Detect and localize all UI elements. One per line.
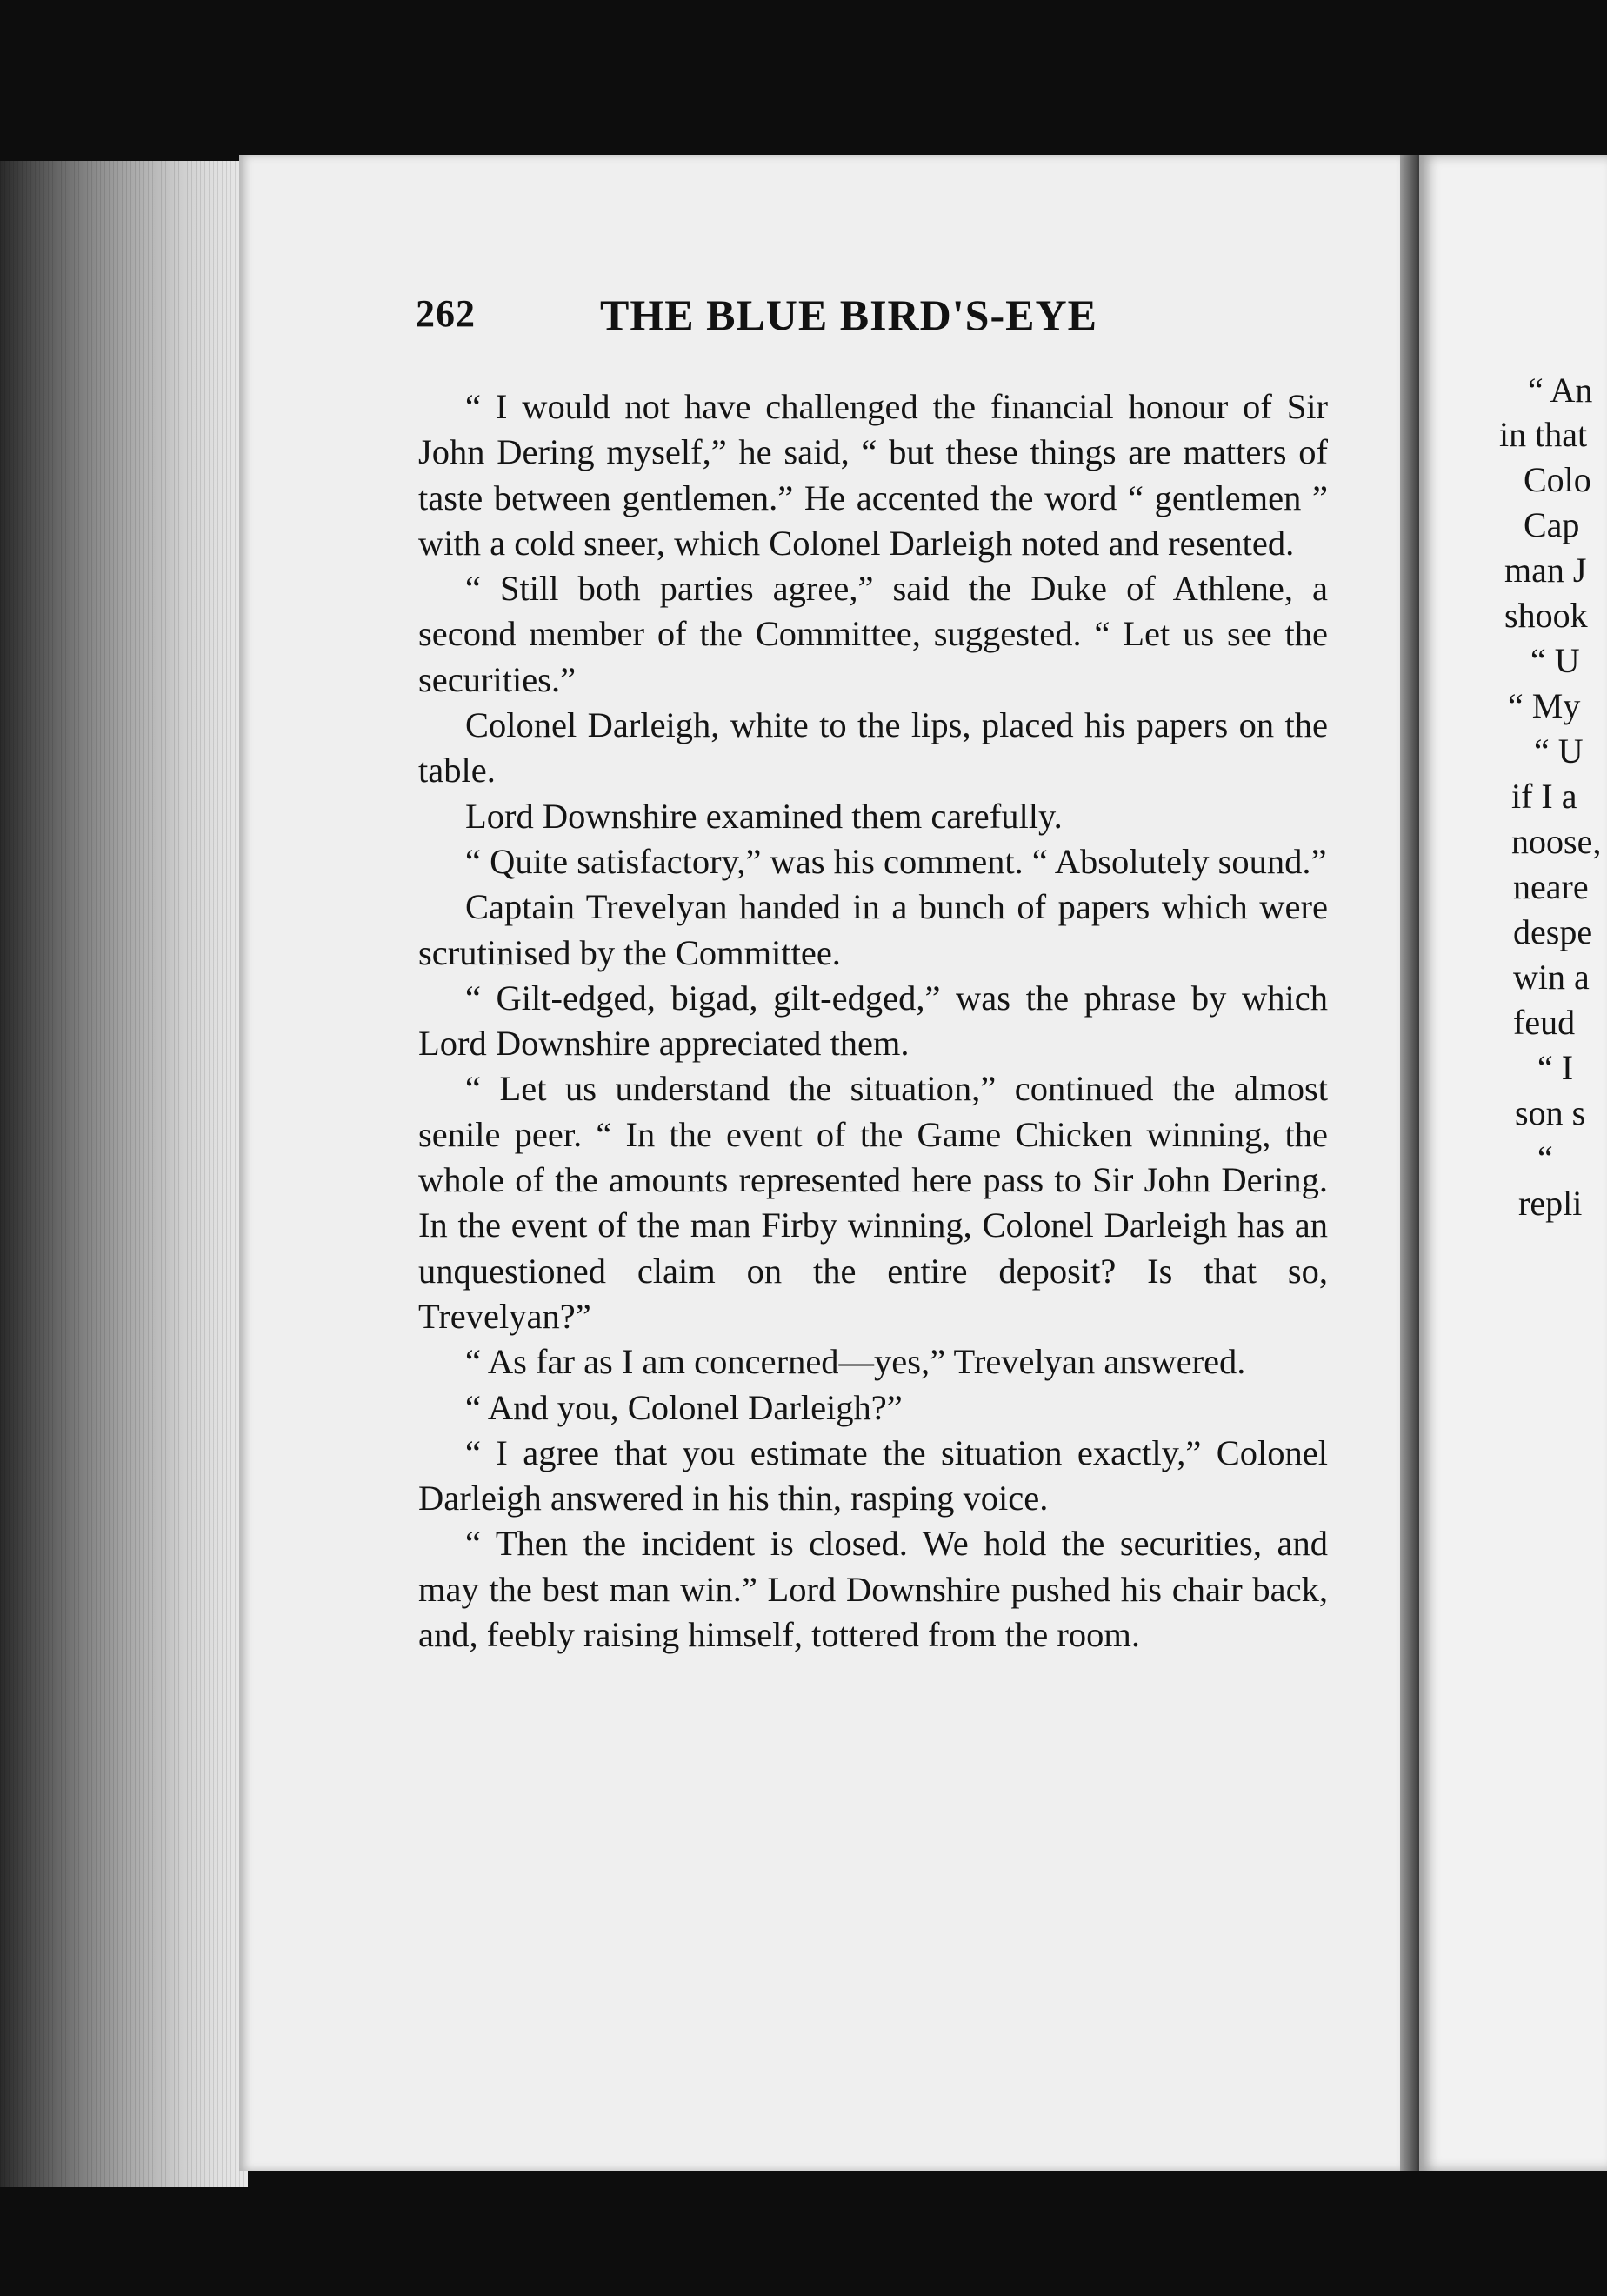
- facing-line: feud: [1513, 1003, 1576, 1042]
- paragraph: “ Quite satisfactory,” was his comment. “ Absolutely sound.”: [465, 841, 1327, 881]
- facing-line: man J: [1504, 551, 1587, 590]
- facing-line: despe: [1513, 912, 1593, 951]
- paragraph: “ Gilt-edged, bigad, gilt-edged,” was the phrase by which Lord Downshire appreciated them.: [418, 978, 1328, 1064]
- facing-line: shook: [1504, 596, 1588, 635]
- facing-line: noose,: [1511, 822, 1602, 861]
- facing-line: “ I: [1537, 1048, 1574, 1087]
- paragraph: “ As far as I am concerned—yes,” Trevelyan answered.: [465, 1342, 1246, 1382]
- page-number: 262: [416, 292, 476, 335]
- paragraph: Captain Trevelyan handed in a bunch of papers which were scrutinised by the Committee.: [418, 887, 1328, 972]
- page-header: [416, 291, 1146, 347]
- paragraph: “ I agree that you estimate the situation exactly,” Colonel Darleigh answered in his thin, rasping voice.: [418, 1432, 1328, 1518]
- facing-line: Cap: [1524, 505, 1580, 544]
- facing-line: “: [1537, 1138, 1553, 1178]
- paragraph: Lord Downshire examined them carefully.: [465, 796, 1063, 836]
- page-body: [418, 384, 1328, 1658]
- page-edges: [0, 161, 248, 2187]
- facing-line: in that: [1499, 415, 1588, 454]
- paragraph: “ I would not have challenged the financial honour of Sir John Dering myself,” he said, “ but these things are matters of taste between gentlemen.” He accented the word “ gentlemen ” with a cold sneer, which Colonel Darleigh noted and resented.: [418, 387, 1328, 563]
- paragraph: Colonel Darleigh, white to the lips, placed his papers on the table.: [418, 705, 1328, 791]
- facing-line: Colo: [1524, 460, 1591, 499]
- facing-line: neare: [1513, 867, 1589, 906]
- facing-line: repli: [1518, 1184, 1583, 1223]
- facing-line: “ My: [1508, 686, 1581, 725]
- paragraph: “ And you, Colonel Darleigh?”: [465, 1387, 903, 1427]
- running-title: THE BLUE BIRD'S-EYE: [600, 290, 1097, 339]
- facing-line: if I a: [1511, 777, 1577, 816]
- facing-line: “ U: [1534, 731, 1584, 771]
- paragraph: “ Let us understand the situation,” continued the almost senile peer. “ In the event of the Game Chicken winning, the whole of the amounts represented here pass to Sir John Dering. In the event of the man Firby winning, Colonel Darleigh has an unquestioned claim on the entire deposit? Is that so, Trevelyan?”: [418, 1069, 1328, 1336]
- facing-line: “ An: [1528, 370, 1593, 410]
- book-gutter: [1400, 155, 1419, 2171]
- paragraph: “ Then the incident is closed. We hold the securities, and may the best man win.” Lord Downshire pushed his chair back, and, feebly raising himself, tottered from the room.: [418, 1524, 1328, 1655]
- facing-line: “ U: [1530, 641, 1580, 680]
- paragraph: “ Still both parties agree,” said the Duke of Athlene, a second member of the Committee, suggested. “ Let us see the securities.”: [418, 569, 1328, 699]
- facing-page: [1419, 155, 1607, 2171]
- facing-line: son s: [1515, 1093, 1586, 1132]
- facing-line: win a: [1513, 958, 1590, 997]
